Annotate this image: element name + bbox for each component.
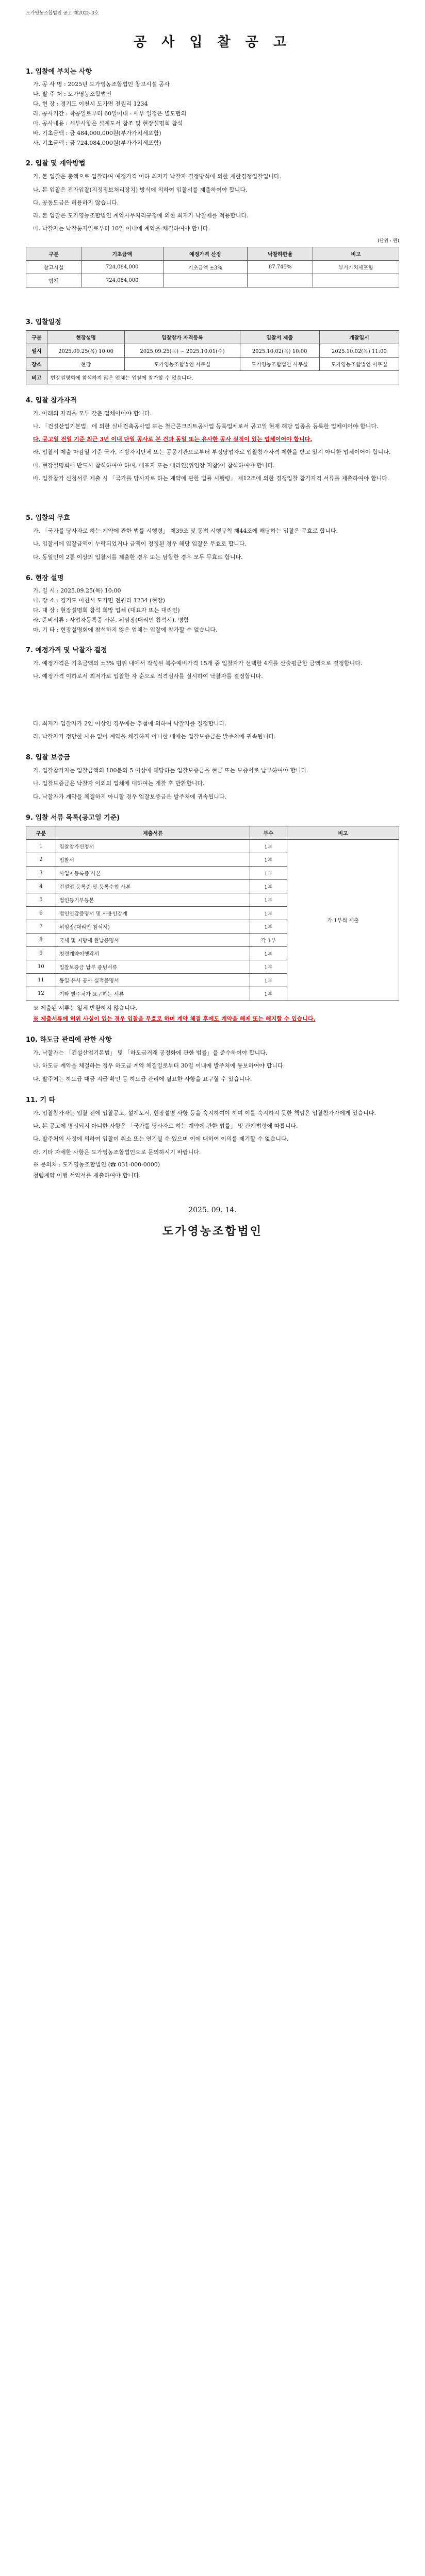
- section-10-heading: 10. 하도급 관리에 관한 사항: [26, 1036, 112, 1044]
- section-7-heading: 7. 예정가격 및 낙찰자 결정: [26, 647, 107, 655]
- sec9-note: ※ 제출된 서류는 일체 반환하지 않습니다.: [33, 1004, 137, 1011]
- section-8-heading: 8. 입찰 보증금: [26, 754, 70, 762]
- table-cell: 87.745%: [248, 260, 313, 274]
- table-cell: 1부: [250, 973, 287, 987]
- notice-number: 도가영농조합법인 공고 제2025-0호: [26, 11, 99, 16]
- table-row: [26, 274, 399, 287]
- table-cell: 1부: [250, 987, 287, 1000]
- sec2-para: 마. 낙찰자는 낙찰통지일로부터 10일 이내에 계약을 체결하여야 합니다.: [33, 225, 210, 232]
- table-cell: 7: [26, 920, 56, 933]
- table-cell: 입찰보증금 납부 증빙서류: [56, 960, 250, 973]
- sec2-para: 나. 본 입찰은 전자입찰(지정정보처리장치) 방식에 의하여 입찰서를 제출하여야 합니다.: [33, 186, 248, 193]
- table-row-label: 일시: [26, 344, 47, 357]
- sec1-line: 가. 공 사 명 : 2025년 도가영농조합법인 창고시설 공사: [33, 81, 170, 88]
- table-header-cell: 개찰일시: [319, 330, 399, 344]
- table-cell: 2025.10.02(목) 10:00: [240, 344, 319, 357]
- table-cell: 2025.10.02(목) 11:00: [319, 344, 399, 357]
- table-cell: 8: [26, 933, 56, 946]
- table-header-cell: 부수: [250, 826, 287, 839]
- sec6-line: 라. 준비서류 : 사업자등록증 사본, 위임장(대리인 참석시), 명함: [33, 616, 189, 623]
- issuing-organization: 도가영농조합법인: [162, 1224, 263, 1238]
- table-cell: 위임장(대리인 참석시): [56, 920, 250, 933]
- table-cell: 청렴계약이행각서: [56, 946, 250, 960]
- table-cell: 동일·유사 공사 실적증명서: [56, 973, 250, 987]
- table-row-label: 비고: [26, 370, 47, 384]
- table-cell: 법인인감증명서 및 사용인감계: [56, 906, 250, 920]
- table-row: [26, 344, 399, 357]
- table-cell: 각 1부씩 제출: [287, 839, 399, 1000]
- table-cell: 합계: [26, 274, 81, 287]
- table-cell: 10: [26, 960, 56, 973]
- table-cell: [248, 274, 313, 287]
- sec4-para: 바. 입찰참가 신청서류 제출 시 「국가를 당사자로 하는 계약에 관한 법률 시행령」 제12조에 의한 경쟁입찰 참가자격 서류를 제출하여야 합니다.: [33, 474, 389, 482]
- table-cell: 입찰참가신청서: [56, 839, 250, 853]
- table-cell: 6: [26, 906, 56, 920]
- documents-table: [26, 826, 399, 1001]
- contact-info: ※ 문의처 : 도가영농조합법인 (☎ 031-000-0000): [33, 1161, 160, 1168]
- table-header-cell: 입찰참가 자격등록: [125, 330, 240, 344]
- table-cell: 법인등기부등본: [56, 893, 250, 906]
- table-cell: 724,084,000: [81, 260, 163, 274]
- section-1-heading: 1. 입찰에 부치는 사항: [26, 68, 92, 76]
- document-title: 공 사 입 찰 공 고: [134, 35, 291, 50]
- table-cell: 1부: [250, 960, 287, 973]
- section-11-heading: 11. 기 타: [26, 1096, 56, 1104]
- section-6-heading: 6. 현장 설명: [26, 574, 64, 582]
- table-cell: [313, 274, 399, 287]
- table-cell: 1부: [250, 920, 287, 933]
- table-cell: 1부: [250, 866, 287, 879]
- table-cell: 724,084,000: [81, 274, 163, 287]
- table-cell: 2025.09.25(목) ~ 2025.10.01(수): [125, 344, 240, 357]
- table-cell: 3: [26, 866, 56, 879]
- table-cell: 9: [26, 946, 56, 960]
- sec11-para: 라. 기타 자세한 사항은 도가영농조합법인으로 문의하시기 바랍니다.: [33, 1148, 201, 1156]
- table-header-cell: 현장설명: [47, 330, 125, 344]
- table-cell: 입찰서: [56, 853, 250, 866]
- sec6-line: 나. 장 소 : 경기도 이천시 도가면 전원리 1234 (현장): [33, 597, 165, 604]
- table-cell: 1부: [250, 946, 287, 960]
- table-cell: 부가가치세포함: [313, 260, 399, 274]
- section-2-heading: 2. 입찰 및 계약방법: [26, 160, 86, 168]
- table-cell: [163, 274, 248, 287]
- sec6-line: 가. 일 시 : 2025.09.25(목) 10:00: [33, 587, 121, 594]
- sec8-para: 가. 입찰참가자는 입찰금액의 100분의 5 이상에 해당하는 입찰보증금을 현금 또는 보증서로 납부하여야 합니다.: [33, 767, 308, 774]
- sec1-line: 다. 현 장 : 경기도 이천시 도가면 전원리 1234: [33, 100, 148, 108]
- table-cell: 2: [26, 853, 56, 866]
- section-5-heading: 5. 입찰의 무효: [26, 514, 70, 522]
- sec4-para: 라. 입찰서 제출 마감일 기준 국가, 지방자치단체 또는 공공기관으로부터 부정당업자로 입찰참가자격 제한을 받고 있지 아니한 업체이어야 합니다.: [33, 449, 391, 456]
- table-cell: 건설업 등록증 및 등록수첩 사본: [56, 879, 250, 893]
- sec1-line: 바. 기초금액 : 금 484,000,000원(부가가치세포함): [33, 130, 161, 137]
- sec2-para: 가. 본 입찰은 총액으로 입찰하며 예정가격 이하 최저가 낙찰자 결정방식에 의한 제한경쟁입찰입니다.: [33, 173, 282, 180]
- table-cell: 각 1부: [250, 933, 287, 946]
- table-header-row: [26, 247, 399, 260]
- table-header-cell: 비고: [287, 826, 399, 839]
- announcement-date: 2025. 09. 14.: [188, 1206, 237, 1214]
- sec4-para: 가. 아래의 자격을 모두 갖춘 업체이어야 합니다.: [33, 410, 152, 417]
- schedule-table: [26, 330, 399, 384]
- sec10-para: 가. 낙찰자는 「건설산업기본법」 및 「하도급거래 공정화에 관한 법률」을 준수하여야 합니다.: [33, 1049, 268, 1056]
- sec6-line: 마. 기 타 : 현장설명회에 참석하지 않은 업체는 입찰에 참가할 수 없습니다.: [33, 626, 218, 634]
- sec11-para: 나. 본 공고에 명시되지 아니한 사항은 「국가를 당사자로 하는 계약에 관한 법률」 및 관계법령에 따릅니다.: [33, 1123, 298, 1129]
- table-header-row: [26, 330, 399, 344]
- table-cell: 1부: [250, 839, 287, 853]
- table-header-cell: 구분: [26, 330, 47, 344]
- sec7-para: 가. 예정가격은 기초금액의 ±3% 범위 내에서 작성된 복수예비가격 15개 중 입찰자가 선택한 4개를 산술평균한 금액으로 결정합니다.: [33, 660, 363, 667]
- sec5-para: 다. 동일인이 2통 이상의 입찰서를 제출한 경우 또는 담합한 경우 모두 무효로 합니다.: [33, 553, 243, 561]
- table-header-row: [26, 826, 399, 839]
- sec9-highlight-note: ※ 제출서류에 허위 사실이 있는 경우 입찰을 무효로 하며 계약 체결 후에도 계약을 해제 또는 해지할 수 있습니다.: [33, 1015, 316, 1023]
- table-cell: 5: [26, 893, 56, 906]
- table-cell: 1부: [250, 893, 287, 906]
- table-cell: 1부: [250, 853, 287, 866]
- table-header-cell: 기초금액: [81, 247, 163, 260]
- sec1-line: 라. 공사기간 : 착공일로부터 60일이내 - 세부 일정은 별도협의: [33, 110, 187, 117]
- sec8-para: 나. 입찰보증금은 낙찰자 이외의 업체에 대하여는 개찰 후 반환합니다.: [33, 780, 205, 787]
- table-cell: 창고시설: [26, 260, 81, 274]
- sec7-para: 다. 최저가 입찰자가 2인 이상인 경우에는 추첨에 의하여 낙찰자를 결정합니다.: [33, 720, 226, 727]
- table-cell: 1: [26, 839, 56, 853]
- table-cell: 4: [26, 879, 56, 893]
- sec4-para: 마. 현장설명회에 반드시 참석하여야 하며, 대표자 또는 대리인(위임장 지참)이 참석하여야 합니다.: [33, 462, 275, 469]
- table-header-cell: 비고: [313, 247, 399, 260]
- table-header-cell: 제출서류: [56, 826, 250, 839]
- table-cell: 현장설명회에 참석하지 않은 업체는 입찰에 참가할 수 없습니다.: [47, 370, 399, 384]
- table-unit-label: (단위 : 원): [378, 238, 399, 244]
- sec10-para: 나. 하도급 계약을 체결하는 경우 하도급 계약 체결일로부터 30일 이내에 발주처에 통보하여야 합니다.: [33, 1062, 285, 1070]
- section-3-heading: 3. 입찰일정: [26, 318, 61, 326]
- table-cell: 국세 및 지방세 완납증명서: [56, 933, 250, 946]
- table-row: [26, 357, 399, 370]
- sec10-para: 다. 발주처는 하도급 대금 지급 확인 등 하도급 관리에 필요한 사항을 요구할 수 있습니다.: [33, 1075, 252, 1082]
- table-cell: 도가영농조합법인 사무실: [125, 357, 240, 370]
- sec7-para: 라. 낙찰자가 정당한 사유 없이 계약을 체결하지 아니한 때에는 입찰보증금은 발주처에 귀속됩니다.: [33, 733, 276, 740]
- table-cell: 도가영농조합법인 사무실: [319, 357, 399, 370]
- sec4-highlight-para: 다. 공고일 전일 기준 최근 3년 이내 단일 공사로 본 건과 동일 또는 유사한 공사 실적이 있는 업체이어야 합니다.: [33, 436, 313, 443]
- sec5-para: 가. 「국가를 당사자로 하는 계약에 관한 법률 시행령」 제39조 및 동법 시행규칙 제44조에 해당하는 입찰은 무효로 합니다.: [33, 528, 338, 535]
- sec1-line: 사. 기초금액 : 금 724,084,000원(부가가치세포함): [33, 140, 161, 147]
- table-header-cell: 낙찰하한율: [248, 247, 313, 260]
- section-9-heading: 9. 입찰 서류 목록(공고일 기준): [26, 814, 120, 822]
- table-row: [26, 839, 399, 853]
- sec1-line: 나. 발 주 처 : 도가영농조합법인: [33, 91, 112, 98]
- sec11-trailing-note: 청렴계약 이행 서약서를 제출하여야 합니다.: [33, 1172, 141, 1179]
- table-header-cell: 구분: [26, 826, 56, 839]
- table-cell: 1부: [250, 879, 287, 893]
- table-cell: 기타 발주처가 요구하는 서류: [56, 987, 250, 1000]
- notice-document: [26, 0, 399, 1259]
- table-header-cell: 예정가격 산정: [163, 247, 248, 260]
- sec8-para: 다. 낙찰자가 계약을 체결하지 아니할 경우 입찰보증금은 발주처에 귀속됩니다.: [33, 793, 226, 800]
- table-header-cell: 구분: [26, 247, 81, 260]
- section-4-heading: 4. 입찰 참가자격: [26, 396, 77, 404]
- table-cell: 1부: [250, 906, 287, 920]
- sec11-para: 다. 발주처의 사정에 의하여 입찰이 취소 또는 연기될 수 있으며 이에 대하여 이의를 제기할 수 없습니다.: [33, 1136, 289, 1143]
- sec7-para: 나. 예정가격 이하로서 최저가로 입찰한 자 순으로 적격심사를 실시하여 낙찰자를 결정합니다.: [33, 673, 263, 680]
- sec2-para: 다. 공동도급은 허용하지 않습니다.: [33, 199, 119, 206]
- table-cell: 현장: [47, 357, 125, 370]
- table-header-cell: 입찰서 제출: [240, 330, 319, 344]
- sec11-para: 가. 입찰참가자는 입찰 전에 입찰공고, 설계도서, 현장설명 사항 등을 숙지하여야 하며 이를 숙지하지 못한 책임은 입찰참가자에게 있습니다.: [33, 1109, 376, 1116]
- sec4-para: 나. 「건설산업기본법」에 의한 실내건축공사업 또는 철근콘크리트공사업 등록업체로서 공고일 현재 해당 업종을 등록한 업체이어야 합니다.: [33, 422, 379, 430]
- table-cell: 11: [26, 973, 56, 987]
- sec2-para: 라. 본 입찰은 도가영농조합법인 계약사무처리규정에 의한 최저가 낙찰제를 적용합니다.: [33, 212, 249, 219]
- table-row-label: 장소: [26, 357, 47, 370]
- table-cell: 사업자등록증 사본: [56, 866, 250, 879]
- sec1-line: 마. 공사내용 : 세부사항은 설계도서 참조 및 현장설명회 참석: [33, 120, 183, 127]
- table-cell: 도가영농조합법인 사무실: [240, 357, 319, 370]
- sec6-line: 다. 대 상 : 현장설명회 참석 희망 업체 (대표자 또는 대리인): [33, 606, 180, 614]
- table-cell: 기초금액 ±3%: [163, 260, 248, 274]
- table-row: [26, 370, 399, 384]
- price-table: [26, 247, 399, 287]
- sec5-para: 나. 입찰서에 입찰금액이 누락되었거나 금액이 정정된 경우 해당 입찰은 무효로 합니다.: [33, 540, 247, 548]
- table-row: [26, 260, 399, 274]
- table-cell: 2025.09.25(목) 10:00: [47, 344, 125, 357]
- table-cell: 12: [26, 987, 56, 1000]
